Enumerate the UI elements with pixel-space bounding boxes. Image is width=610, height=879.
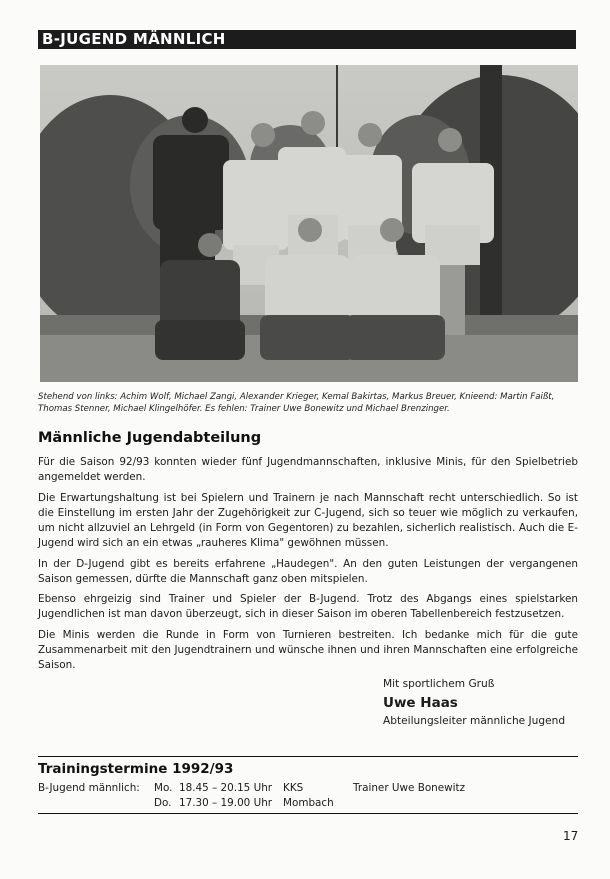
article-paragraph: In der D-Jugend gibt es bereits erfahrene „Haudegen". An den guten Leistungen der vergangenen Saison gemessen, dürfte die Mannschaft ganz oben mitspielen. bbox=[38, 557, 578, 585]
article-paragraph: Die Minis werden die Runde in Form von Turnieren bestreiten. Ich bedanke mich für die gute Zusammenarbeit mit den Jugendtrainern und wünsche ihnen und ihren Mannschaften eine erfolgreiche Saison. bbox=[38, 628, 578, 672]
article-paragraph: Die Erwartungshaltung ist bei Spielern und Trainern je nach Mannschaft recht unterschiedlich. So ist die Einstellung im ersten Jahr der Zugehörigkeit zur C-Jugend, sich so teuer wie möglich zu verkaufen, um nicht allzuviel an Lehrgeld (in Form von Gegentoren) zu bezahlen, sicherlich realistisch. Auch die E-Jugend wird sich an ein etwas „rauheres Klima" gewöhnen müssen. bbox=[38, 491, 578, 550]
table-row bbox=[38, 796, 465, 811]
team-photo-illustration bbox=[40, 65, 578, 382]
place-cell: Mombach bbox=[283, 797, 334, 809]
table-row bbox=[38, 781, 465, 796]
empty-cell bbox=[38, 796, 154, 811]
page-title: B-JUGEND MÄNNLICH bbox=[42, 30, 226, 48]
training-schedule-table bbox=[38, 781, 465, 811]
trainer-cell bbox=[353, 796, 465, 811]
trainer-cell: Trainer Uwe Bonewitz bbox=[353, 782, 466, 794]
day-cell: Do. bbox=[154, 797, 172, 809]
page-title-bar bbox=[38, 30, 576, 49]
page-number: 17 bbox=[563, 829, 579, 843]
article-paragraph: Für die Saison 92/93 konnten wieder fünf Jugendmannschaften, inklusive Minis, für den Spielbetrieb angemeldet werden. bbox=[38, 456, 578, 484]
photo-caption: Stehend von links: Achim Wolf, Michael Zangi, Alexander Krieger, Kemal Bakirtas, Markus Breuer, Knieend: Martin Faißt, Thomas Stenner, Michael Klingelhöfer. Es fehlen: Trainer Uwe Bonewitz und Michael Brenzinger. bbox=[38, 392, 555, 414]
signature-block bbox=[383, 676, 565, 730]
article-paragraph: Ebenso ehrgeizig sind Trainer und Spieler der B-Jugend. Trotz des Abgangs eines spielstarken Jugendlichen ist man davon überzeugt, sich in dieser Saison im oberen Tabellenbereich festzusetzen. bbox=[38, 593, 578, 621]
signature-role: Abteilungsleiter männliche Jugend bbox=[383, 715, 566, 727]
day-cell: Mo. bbox=[154, 782, 173, 794]
time-cell: 17.30 – 19.00 Uhr bbox=[179, 797, 273, 809]
article-heading: Männliche Jugendabteilung bbox=[38, 430, 262, 446]
team-label: B-Jugend männlich: bbox=[38, 782, 140, 794]
place-cell: KKS bbox=[283, 782, 304, 794]
article-body bbox=[38, 455, 578, 679]
signature-greeting: Mit sportlichem Gruß bbox=[383, 678, 495, 690]
team-photo bbox=[40, 65, 578, 382]
training-heading: Trainingstermine 1992/93 bbox=[38, 761, 234, 777]
divider-top bbox=[38, 756, 578, 757]
signature-name: Uwe Haas bbox=[383, 695, 458, 711]
divider-bottom bbox=[38, 813, 578, 814]
time-cell: 18.45 – 20.15 Uhr bbox=[179, 782, 273, 794]
